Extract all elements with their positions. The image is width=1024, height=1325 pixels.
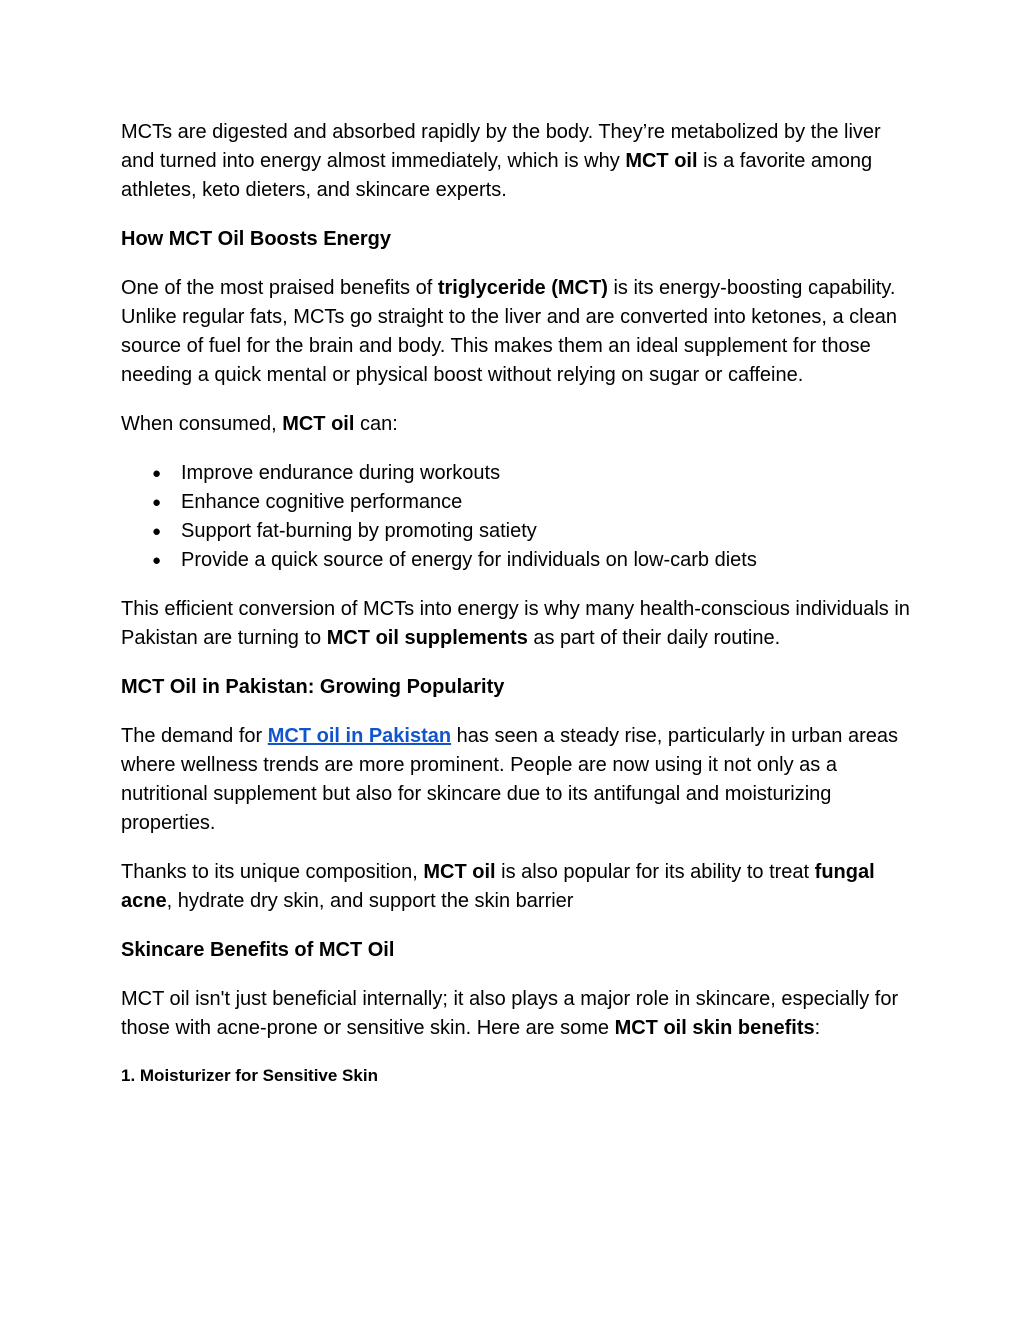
pakistan-text: The demand for [121,725,268,747]
energy-paragraph-3 [121,595,911,653]
heading-energy: How MCT Oil Boosts Energy [121,228,392,250]
energy-bold-supplements: MCT oil supplements [326,627,528,649]
energy-text: One of the most praised benefits of [121,277,438,299]
mct-oil-pakistan-link[interactable]: MCT oil in Pakistan [267,725,452,747]
pakistan-text: , hydrate dry skin, and support the skin barrier [166,890,574,912]
pakistan-bold-fungal-acne: fungal acne [121,861,875,912]
skincare-paragraph-1 [121,985,911,1043]
energy-text: When consumed, [121,413,283,435]
energy-bold-triglyceride: triglyceride (MCT) [437,277,608,299]
list-item-text: Improve endurance during workouts [181,462,501,484]
heading-pakistan: MCT Oil in Pakistan: Growing Popularity [121,676,505,698]
intro-text: MCTs are digested and absorbed rapidly by the body. They’re metabolized by the liver and turned into energy almost immediately, which is why [121,121,881,172]
intro-text: is a favorite among athletes, keto dieters, and skincare experts. [121,150,873,201]
energy-text: as part of their daily routine. [527,627,781,649]
energy-text: is its energy-boosting capability. Unlike regular fats, MCTs go straight to the liver and are converted into ketones, a clean source of fuel for the brain and body. This makes them an ideal supplement for those needing a quick mental or physical boost without relying on sugar or caffeine. [121,277,897,386]
list-item-text: Provide a quick source of energy for individuals on low-carb diets [181,549,757,571]
list-item [121,517,911,546]
list-item [121,546,911,575]
pakistan-text: has seen a steady rise, particularly in urban areas where wellness trends are more prominent. People are now using it not only as a nutritional supplement but also for skincare due to its antifungal and moisturizing properties. [121,725,899,834]
pakistan-bold-mct-oil: MCT oil [423,861,496,883]
skincare-bold-benefits: MCT oil skin benefits [614,1017,815,1039]
document-page [121,118,911,1089]
bullet-icon: ● [152,552,162,569]
energy-bold-mct-oil: MCT oil [282,413,355,435]
energy-paragraph-2 [121,410,911,439]
energy-paragraph-1 [121,274,911,390]
intro-bold-mct-oil: MCT oil [625,150,698,172]
pakistan-text: Thanks to its unique composition, [121,861,424,883]
pakistan-text: is also popular for its ability to treat [495,861,815,883]
bullet-icon: ● [152,494,162,511]
skincare-text: : [814,1017,821,1039]
skincare-text: MCT oil isn't just beneficial internally; it also plays a major role in skincare, especially for those with acne-prone or sensitive skin. Here are some [121,988,899,1039]
energy-bullet-list [121,459,911,575]
list-item-text: Enhance cognitive performance [181,491,463,513]
pakistan-paragraph-2 [121,858,911,916]
list-item [121,488,911,517]
bullet-icon: ● [152,523,162,540]
list-item-text: Support fat-burning by promoting satiety [181,520,537,542]
intro-paragraph [121,118,911,205]
bullet-icon: ● [152,465,162,482]
energy-text: can: [354,413,398,435]
subheading-moisturizer: 1. Moisturizer for Sensitive Skin [121,1066,378,1085]
list-item [121,459,911,488]
energy-text: This efficient conversion of MCTs into energy is why many health-conscious individuals in Pakistan are turning to [121,598,910,649]
heading-skincare: Skincare Benefits of MCT Oil [121,939,395,961]
pakistan-paragraph-1 [121,722,911,838]
